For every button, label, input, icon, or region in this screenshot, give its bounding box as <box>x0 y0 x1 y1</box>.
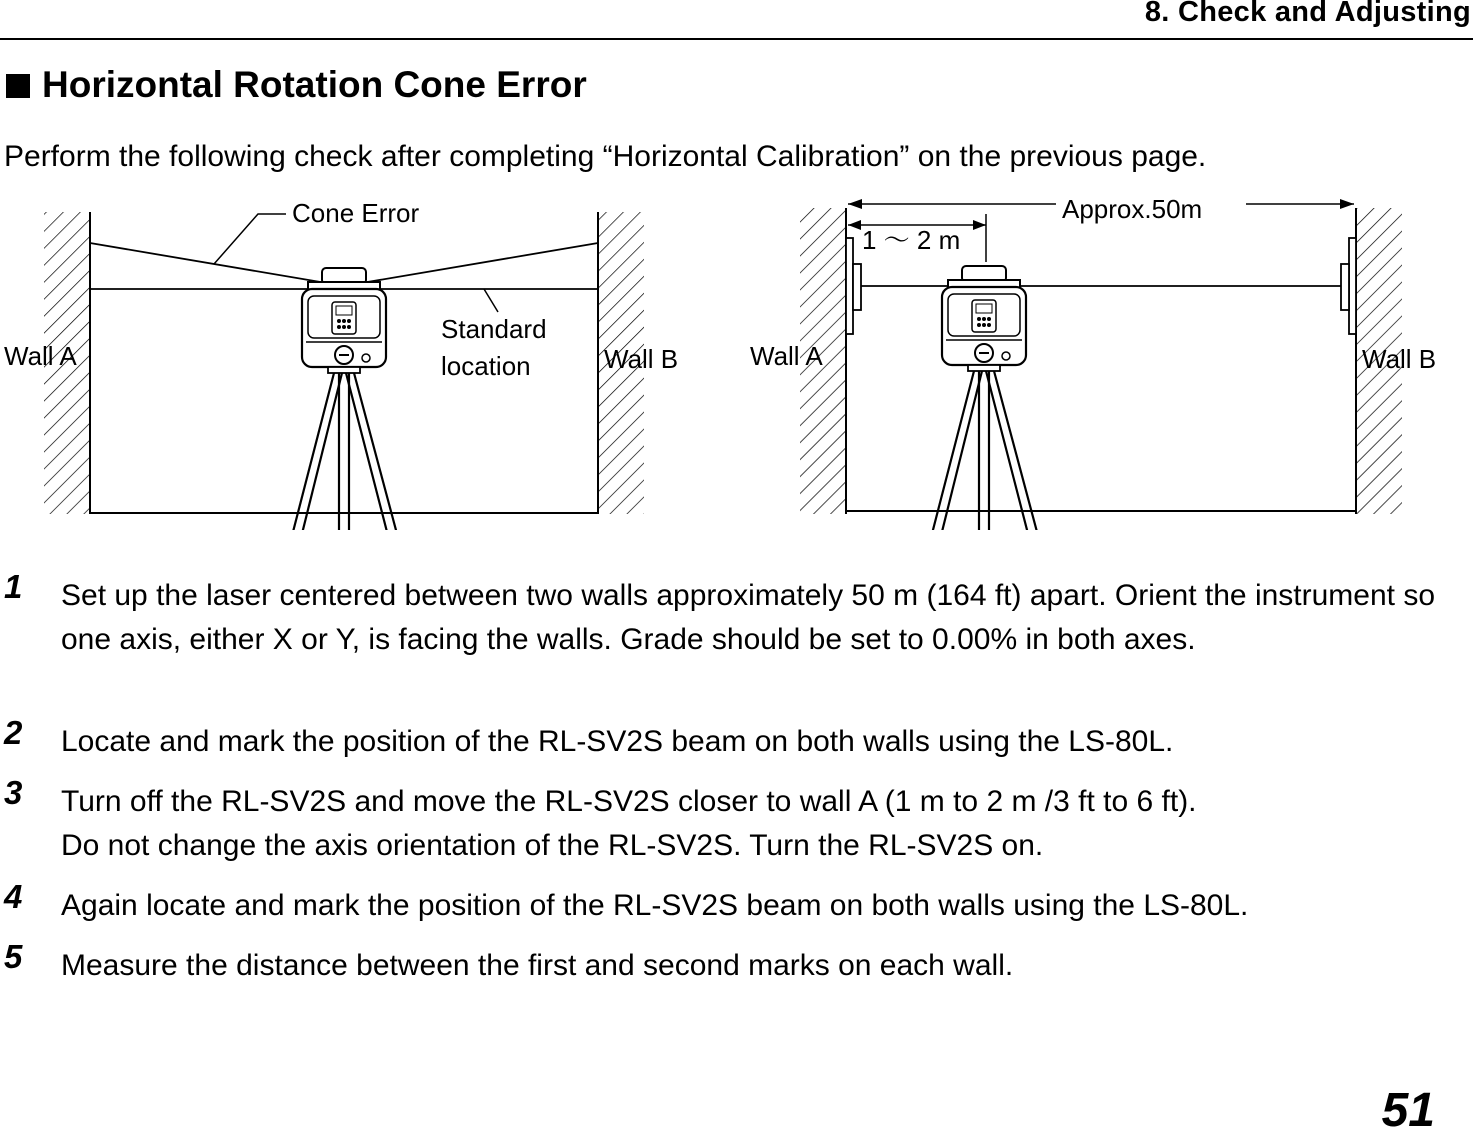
step-text: Turn off the RL-SV2S and move the RL-SV2S closer to wall A (1 m to 2 m /3 ft to 6 ft). Do not change the axis orientation of the RL-SV2S. Turn the RL-SV2S on. <box>61 785 1197 862</box>
step-number: 1 <box>4 568 23 605</box>
square-bullet-icon <box>6 74 30 98</box>
left-figure <box>4 198 678 530</box>
wall-a-label: Wall A <box>750 341 823 371</box>
section-heading <box>6 64 587 106</box>
cone-error-beam-right <box>344 243 598 286</box>
cone-error-label: Cone Error <box>292 198 420 228</box>
step-text: Measure the distance between the first and second marks on each wall. <box>61 949 1014 982</box>
step-number: 3 <box>4 774 23 811</box>
sensor-a <box>853 264 861 310</box>
step-text: Again locate and mark the position of the RL-SV2S beam on both walls using the LS-80L. <box>61 889 1249 922</box>
step-number: 5 <box>4 938 23 975</box>
sensor-b <box>1341 264 1349 310</box>
chapter-header: 8. Check and Adjusting <box>1144 0 1471 28</box>
standard-location-leader <box>484 289 498 312</box>
cone-error-diagram <box>0 190 1473 530</box>
right-figure <box>750 194 1436 530</box>
arrow-right-icon <box>973 220 986 230</box>
arrow-left-icon <box>848 199 862 209</box>
rotating-laser-icon <box>916 266 1054 530</box>
step-text: Locate and mark the position of the RL-SV2S beam on both walls using the LS-80L. <box>61 725 1174 758</box>
staff-b <box>1349 238 1356 334</box>
wall-b-label: Wall B <box>1362 344 1437 374</box>
rotating-laser-icon <box>276 268 414 530</box>
intro-text: Perform the following check after completing “Horizontal Calibration” on the previous page. <box>4 140 1207 173</box>
staff-a <box>846 238 853 334</box>
approx-distance-label: Approx.50m <box>1062 194 1203 224</box>
header-rule <box>0 38 1473 40</box>
step-number: 2 <box>4 714 23 751</box>
wall-a-label: Wall A <box>4 341 77 371</box>
step-number: 4 <box>4 878 23 915</box>
near-distance-label: 1 ～ 2 m <box>862 225 961 255</box>
cone-error-beam-left <box>90 243 344 286</box>
standard-label-line1: Standard <box>441 314 547 344</box>
step-text: Set up the laser centered between two walls approximately 50 m (164 ft) apart. Orient the instrument so one axis, either X or Y, is facing the walls. Grade should be set to 0.00% in both axes. <box>61 579 1436 656</box>
section-title: Horizontal Rotation Cone Error <box>42 64 587 105</box>
page-number: 51 <box>1381 1084 1435 1137</box>
standard-label-line2: location <box>441 351 531 381</box>
arrow-left-icon <box>848 220 861 230</box>
cone-error-leader <box>214 214 286 264</box>
arrow-right-icon <box>1340 199 1354 209</box>
wall-b-label: Wall B <box>604 344 679 374</box>
